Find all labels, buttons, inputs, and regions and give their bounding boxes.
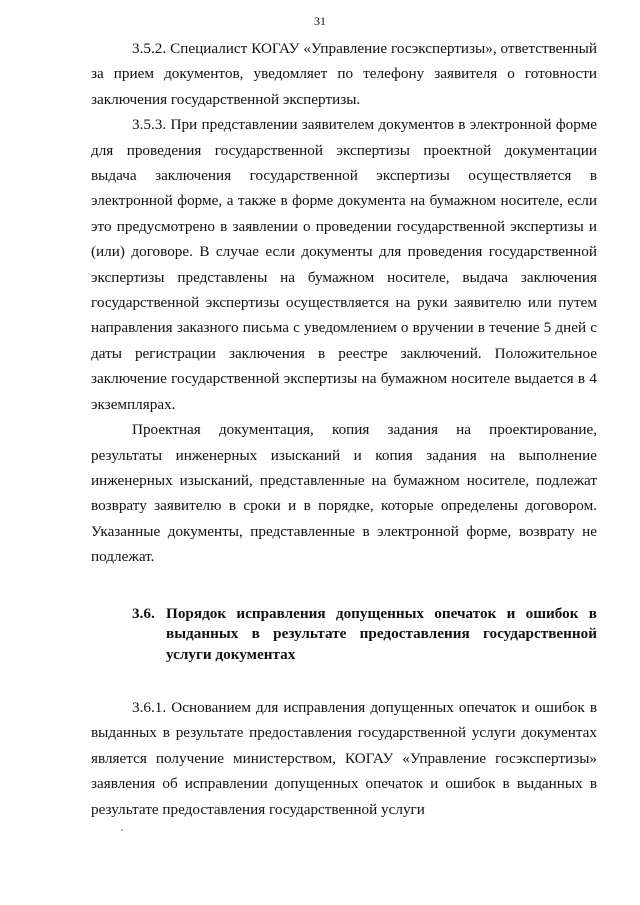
section-number: 3.6. [132,604,155,622]
section-heading-3-6 [91,604,597,666]
page-number: 31 [314,14,326,28]
document-body [91,36,597,822]
paragraph-3-5-3: 3.5.3. При представлении заявителем документов в электронной форме для проведения государственной экспертизы проектной документации выдача заключения государственной экспертизы осуществляется в электронной форме, а также в форме документа на бумажном носителе, если это предусмотрено в заявлении о проведении государственной экспертизы и (или) договоре. В случае если документы для проведения государственной экспертизы представлены на бумажном носителе, выдача заключения государственной экспертизы осуществляется на руки заявителю или путем направления заказного письма с уведомлением о вручении в течение 5 дней с даты регистрации заключения в реестре заключений. Положительное заключение государственной экспертизы на бумажном носителе выдается в 4 экземплярах. [91,116,597,413]
paragraph-3-6-1: 3.6.1. Основанием для исправления допущенных опечаток и ошибок в выданных в результате предоставления государственной услуги документах является получение министерством, КОГАУ «Управление госэкспертизы» заявления об исправлении допущенных опечаток и ошибок в выданных в результате предоставления государственной услуги [91,699,597,818]
section-title: Порядок исправления допущенных опечаток и ошибок в выданных в результате предоставления государственной услуги документах [166,604,597,663]
paragraph-document-return: Проектная документация, копия задания на проектирование, результаты инженерных изысканий и копия задания на выполнение инженерных изысканий, представленные на бумажном носителе, подлежат возврату заявителю в сроки и в порядке, которые определены договором. Указанные документы, представленные в электронной форме, возврату не подлежат. [91,421,597,566]
paragraph-3-5-2: 3.5.2. Специалист КОГАУ «Управление госэкспертизы», ответственный за прием документов, уведомляет по телефону заявителя о готовности заключения государственной экспертизы. [91,40,597,108]
scan-artifact-dot [121,829,123,831]
